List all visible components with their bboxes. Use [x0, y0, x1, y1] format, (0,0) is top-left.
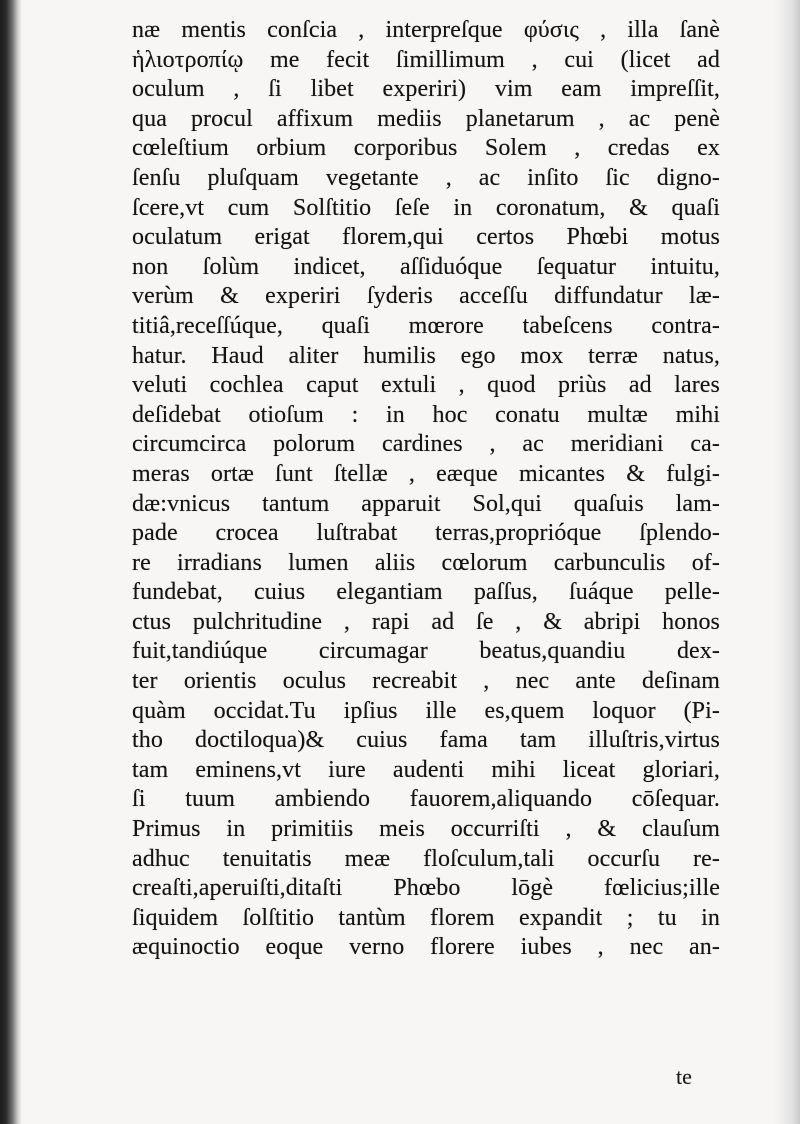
text-line: æquinoctio eoque verno florere iubes , nec an- [132, 934, 720, 961]
text-line: titiâ,receſſúque, quaſi mœrore tabeſcens contra- [132, 312, 720, 339]
text-line: ſiquidem ſolſtitio tantùm florem expandit ; tu in [132, 904, 720, 931]
text-line: næ mentis conſcia , interpreſque φύσις , illa ſanè [132, 17, 720, 43]
text-line: ctus pulchritudine , rapi ad ſe , & abripi honos [132, 608, 720, 635]
text-line: adhuc tenuitatis meæ floſculum,tali occurſu re- [132, 845, 720, 872]
text-line: ſcere,vt cum Solſtitio ſeſe in coronatum, & quaſi [132, 194, 720, 221]
text-line: oculum , ſi libet experiri) vim eam impreſſit, [132, 76, 720, 103]
page-edge-shadow [774, 0, 800, 1124]
text-line: verùm & experiri ſyderis acceſſu diffundatur læ- [132, 283, 720, 310]
page-gutter-shadow [0, 0, 22, 1124]
text-line: re irradians lumen aliis cœlorum carbunculis of- [132, 549, 720, 576]
text-line: cœleſtium orbium corporibus Solem , credas ex [132, 135, 720, 162]
text-line: qua procul affixum mediis planetarum , ac penè [132, 105, 720, 132]
text-block [132, 16, 720, 1056]
text-line: hatur. Haud aliter humilis ego mox terræ natus, [132, 342, 720, 369]
text-line: tho doctiloqua)& cuius fama tam illuſtris,virtus [132, 727, 720, 754]
text-line: ter orientis oculus recreabit , nec ante deſinam [132, 668, 720, 695]
text-line: ſi tuum ambiendo fauorem,aliquando cōſequar. [132, 786, 720, 813]
text-line: veluti cochlea caput extuli , quod priùs ad lares [132, 372, 720, 399]
text-line: creaſti,aperuiſti,ditaſti Phœbo lōgè fœlicius;ille [132, 875, 720, 902]
text-line: Primus in primitiis meis occurriſti , & clauſum [132, 816, 720, 843]
text-line: fundebat, cuius elegantiam paſſus, ſuáque pelle- [132, 579, 720, 606]
text-line: circumcirca polorum cardines , ac meridiani ca- [132, 431, 720, 458]
text-line: non ſolùm indicet, aſſiduóque ſequatur intuitu, [132, 253, 720, 280]
text-line: pade crocea luſtrabat terras,proprióque ſplendo- [132, 520, 720, 547]
catchword: te [676, 1064, 692, 1089]
text-line: fuit,tandiúque circumagar beatus,quandiu dex- [132, 638, 720, 665]
text-line: tam eminens,vt iure audenti mihi liceat gloriari, [132, 756, 720, 783]
text-line: deſidebat otioſum : in hoc conatu multæ mihi [132, 401, 720, 428]
text-line: oculatum erigat florem,qui certos Phœbi motus [132, 224, 720, 251]
text-line: quàm occidat.Tu ipſius ille es,quem loquor (Pi- [132, 697, 720, 724]
text-line: ἡλιοτροπίῳ me fecit ſimillimum , cui (licet ad [132, 46, 720, 73]
text-line: ſenſu pluſquam vegetante , ac inſito ſic digno- [132, 164, 720, 191]
text-line: meras ortæ ſunt ſtellæ , eæque micantes & fulgi- [132, 460, 720, 487]
text-line: dæ:vnicus tantum apparuit Sol,qui quaſuis lam- [132, 490, 720, 517]
